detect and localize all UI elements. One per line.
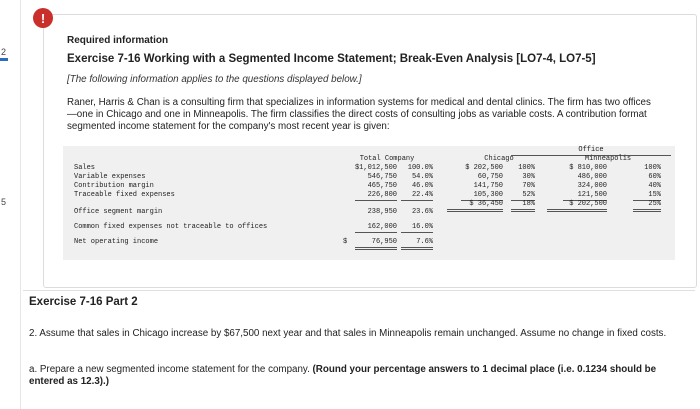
total-percent: 46.0% xyxy=(411,182,433,190)
minneapolis-percent: 100% xyxy=(644,164,661,172)
total-amount: 226,800 xyxy=(355,191,397,201)
rounding-instruction: (Round your percentage answers to 1 decimal place (i.e. 0.1234 should be entered as 12.3).) xyxy=(29,364,657,387)
required-info-label: Required information xyxy=(67,35,169,46)
total-amount: 465,750 xyxy=(367,182,397,190)
alert-icon: ! xyxy=(33,8,53,28)
chicago-percent: 70% xyxy=(522,182,535,190)
chicago-amount: $ 202,500 xyxy=(465,164,503,172)
dollar-sign: $ xyxy=(343,238,348,246)
row-label: Variable expenses xyxy=(74,173,146,181)
total-amount: 546,750 xyxy=(367,173,397,181)
chicago-percent: 30% xyxy=(522,173,535,181)
chicago-percent: 18% xyxy=(511,200,535,212)
exercise-title: Exercise 7-16 Working with a Segmented Income Statement; Break-Even Analysis [LO7-4, LO7-5] xyxy=(67,53,596,65)
col-minneapolis: Minneapolis xyxy=(584,155,632,163)
col-total-company: Total Company xyxy=(359,155,415,163)
segmented-income-statement xyxy=(63,146,675,260)
minneapolis-percent: 25% xyxy=(633,200,661,212)
total-percent: 16.0% xyxy=(401,223,433,233)
row-label: Office segment margin xyxy=(74,208,163,216)
office-header: Office xyxy=(511,146,671,156)
total-percent: 23.6% xyxy=(411,208,433,216)
chicago-amount: $ 36,450 xyxy=(447,200,503,212)
col-chicago: Chicago xyxy=(484,155,514,163)
total-amount: 162,000 xyxy=(355,223,397,233)
total-amount: 76,950 xyxy=(355,238,397,250)
total-amount: $1,012,500 xyxy=(354,164,397,172)
question-2-text: 2. Assume that sales in Chicago increase by $67,500 next year and that sales in Minneapolis remain unchanged. Assume no change in fixed costs. xyxy=(29,328,667,339)
chicago-amount: 141,750 xyxy=(473,182,503,190)
problem-paragraph: Raner, Harris & Chan is a consulting firm that specializes in information systems for medical and dental clinics. The firm has two offices—one in Chicago and one in Minneapolis. The firm classifies the direct costs of consulting jobs as variable costs. A contribution format segmented income statement for the company's most recent year is given: xyxy=(67,97,651,132)
row-label: Contribution margin xyxy=(74,182,154,190)
question-2a-instruction: a. Prepare a new segmented income statement for the company. xyxy=(29,364,313,375)
minneapolis-percent: 40% xyxy=(648,182,661,190)
current-question-marker xyxy=(0,58,8,61)
total-amount: 238,950 xyxy=(367,208,397,216)
minneapolis-amount: $ 202,500 xyxy=(547,200,607,212)
left-question-strip xyxy=(0,0,20,409)
sidebar-divider xyxy=(20,0,21,409)
minneapolis-amount: 486,000 xyxy=(577,173,607,181)
row-label: Sales xyxy=(74,164,96,172)
chicago-percent: 52% xyxy=(511,191,535,201)
total-percent: 22.4% xyxy=(401,191,433,201)
question-2a-text xyxy=(29,364,679,388)
minneapolis-amount: 324,000 xyxy=(577,182,607,190)
part-title: Exercise 7-16 Part 2 xyxy=(29,296,138,308)
row-label: Net operating income xyxy=(74,238,159,246)
minneapolis-amount: $ 810,000 xyxy=(569,164,607,172)
chicago-amount: 105,300 xyxy=(461,191,503,201)
question-number-2[interactable]: 2 xyxy=(1,47,7,57)
total-percent: 54.0% xyxy=(411,173,433,181)
question-number-5[interactable]: 5 xyxy=(1,197,7,207)
row-label: Traceable fixed expenses xyxy=(74,191,175,199)
row-label: Common fixed expenses not traceable to offices xyxy=(74,223,268,231)
total-percent: 7.6% xyxy=(401,238,433,250)
chicago-percent: 100% xyxy=(518,164,535,172)
info-note: [The following information applies to the questions displayed below.] xyxy=(67,74,362,85)
chicago-amount: 60,750 xyxy=(477,173,503,181)
minneapolis-percent: 60% xyxy=(648,173,661,181)
minneapolis-amount: 121,500 xyxy=(563,191,607,201)
total-percent: 100.0% xyxy=(407,164,433,172)
minneapolis-percent: 15% xyxy=(633,191,661,201)
